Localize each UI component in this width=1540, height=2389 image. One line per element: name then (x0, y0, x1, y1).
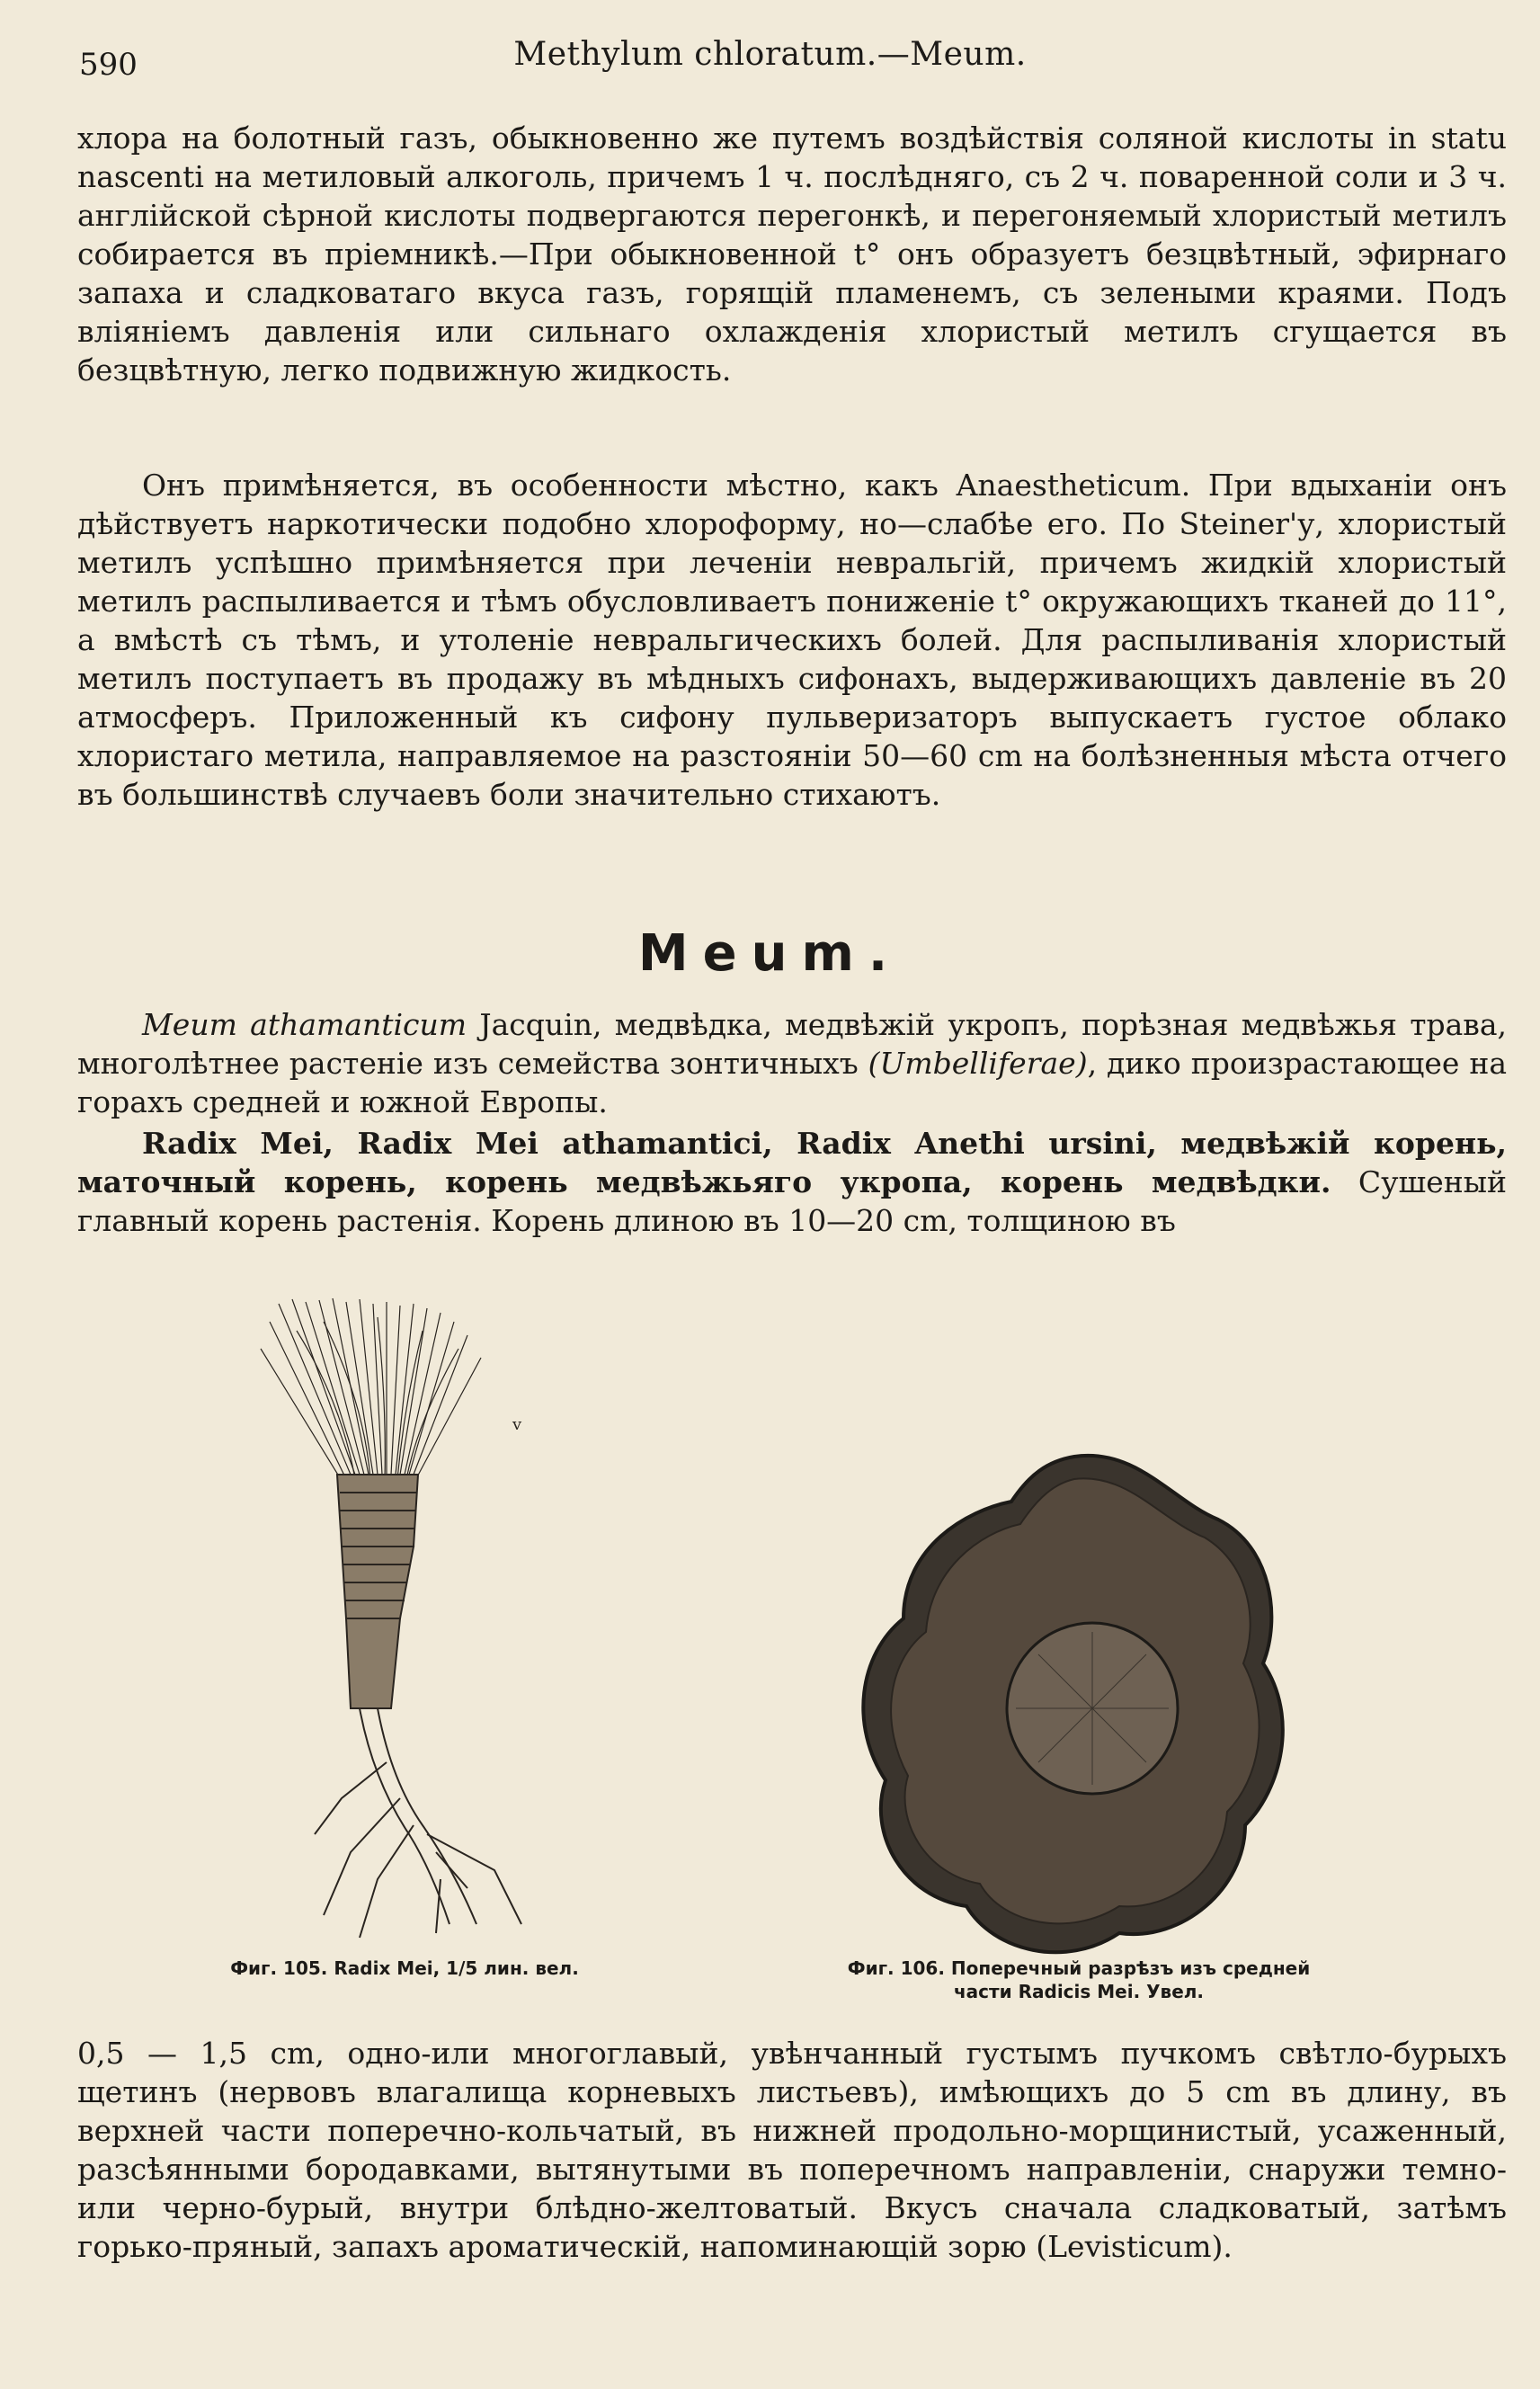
drug-names: Radix Mei, Radix Mei athamantici, Radix Anethi ursini, медвѣжій корень, маточный корень, корень медвѣжьяго укропа, корень медвѣдки. (77, 1126, 1507, 1199)
paragraph-methyl-chloride-use: Онъ примѣняется, въ особенности мѣстно, какъ Anaestheticum. При вдыханіи онъ дѣйствуетъ наркотически подобно хлороформу, но—слабѣе его. По Steiner'у, хлористый метилъ успѣшно примѣняется при леченіи невральгій, причемъ жидкій хлористый метилъ распыливается и тѣмъ обусловливаетъ пониженіе t° окружающихъ тканей до 11°, а вмѣстѣ съ тѣмъ, и утоленіе невральгическихъ болей. Для распыливанія хлористый метилъ поступаетъ въ продажу въ мѣдныхъ сифонахъ, выдерживающихъ давленіе въ 20 атмосферъ. Приложенный къ сифону пульверизаторъ выпускаетъ густое облако хлористаго метила, направляемое на разстояніи 50—60 cm на болѣзненныя мѣста отчего въ большинствѣ случаевъ боли значительно стихаютъ. (77, 468, 1507, 812)
species-name: Meum athamanticum (142, 1007, 467, 1042)
figure-105-root-illustration (243, 1295, 548, 1942)
paragraph-meum-description (77, 1005, 1507, 1121)
section-title-meum: Meum. (637, 924, 903, 983)
root-drawing (243, 1295, 548, 1942)
figure-106-cross-section (850, 1439, 1299, 1978)
running-title: Methylum chloratum.—Meum. (513, 36, 1027, 73)
figure-106-caption: Фиг. 106. Поперечный разрѣзъ изъ средней части Radicis Mei. Увел. (847, 1957, 1311, 2002)
cross-section-drawing (850, 1439, 1299, 1978)
paragraph-root-description: 0,5 — 1,5 cm, одно-или многоглавый, увѣнчанный густымъ пучкомъ свѣтло-бурыхъ щетинъ (нервовъ влагалища корневыхъ листьевъ), имѣющихъ до 5 cm въ длину, въ верхней части поперечно-кольчатый, въ нижней продольно-морщинистый, усаженный, разсѣянными бородавками, вытянутыми въ поперечномъ направленіи, снаружи темно-или черно-бурый, внутри блѣдно-желтоватый. Вкусъ сначала сладковатый, затѣмъ горько-пряный, запахъ ароматическій, напоминающій зорю (Levisticum). (77, 2036, 1507, 2264)
figure-mark-v: v (512, 1415, 522, 1434)
figure-105-caption: Фиг. 105. Radix Mei, 1/5 лин. вел. (230, 1957, 579, 1979)
family-name: (Umbelliferae) (868, 1046, 1088, 1081)
running-header (0, 29, 1540, 83)
paragraph-text: , дико произрастающее на горахъ средней и южной Европы. (77, 1046, 1507, 1119)
paragraph-methyl-chloride-preparation: хлора на болотный газъ, обыкновенно же путемъ воздѣйствія соляной кислоты in statu nascenti на метиловый алкоголь, причемъ 1 ч. послѣдняго, съ 2 ч. поваренной соли и 3 ч. англійской сѣрной кислоты подвергаются перегонкѣ, и перегоняемый хлористый метилъ собирается въ пріемникѣ.—При обыкновенной t° онъ образуетъ безцвѣтный, эфирнаго запаха и сладковатаго вкуса газъ, горящій пламенемъ, съ зелеными краями. Подъ вліяніемъ давленія или сильнаго охлажденія хлористый метилъ сгущается въ безцвѣтную, легко подвижную жидкость. (77, 120, 1507, 388)
paragraph-radix-mei (77, 1124, 1507, 1240)
paragraph-text: Jacquin, медвѣдка, медвѣжій укропъ, порѣзная медвѣжья трава, многолѣтнее растеніе изъ семейства зонтичныхъ (77, 1007, 1507, 1081)
paragraph-text: Сушеный главный корень растенія. Корень длиною въ 10—20 cm, толщиною въ (77, 1164, 1507, 1238)
page-number: 590 (79, 47, 138, 83)
